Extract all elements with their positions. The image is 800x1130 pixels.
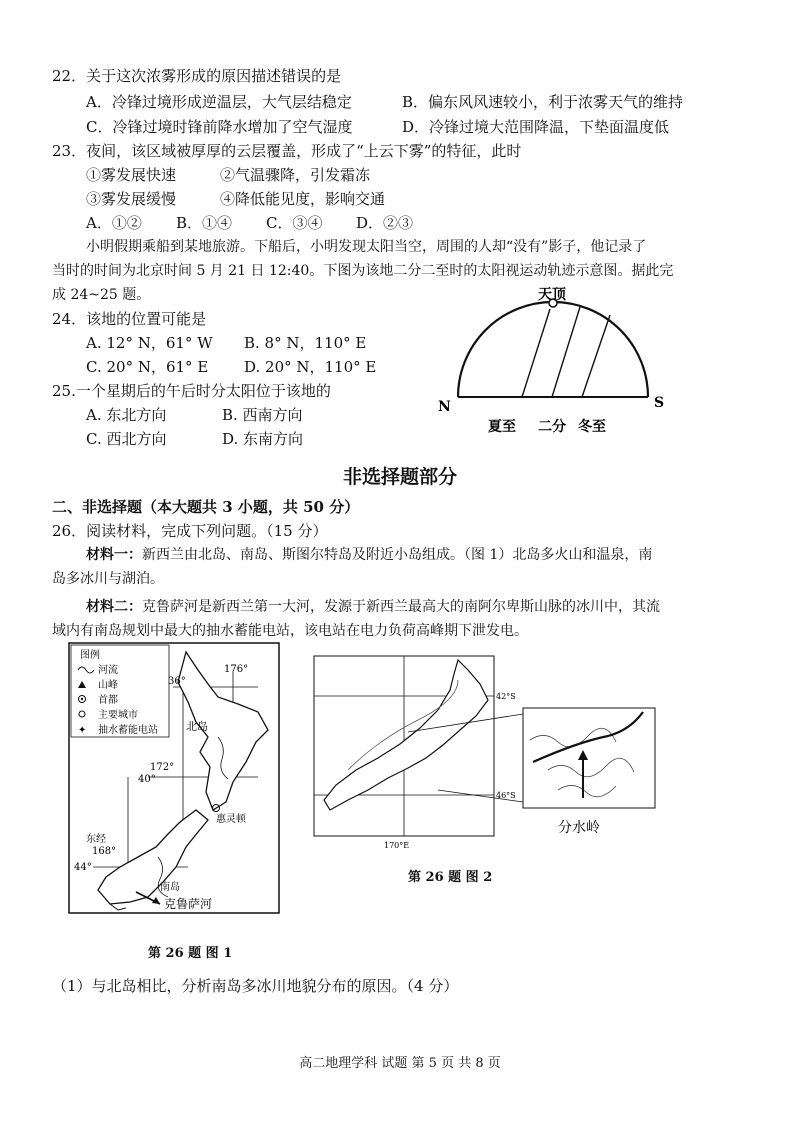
- q26-1-stem: （1）与北岛相比，分析南岛多冰川地貌分布的原因。（4 分）: [52, 977, 459, 995]
- lat-40-label: 40°: [138, 774, 156, 785]
- q24-option-d: D. 20° N，110° E: [244, 358, 377, 376]
- legend-peak: 山峰: [98, 680, 118, 691]
- watershed-label: 分水岭: [558, 820, 600, 836]
- q24-option-c: C. 20° N，61° E: [86, 358, 209, 376]
- summer-label: 夏至: [488, 419, 516, 435]
- lon-170-label: 170°E: [384, 841, 410, 850]
- q25-option-a: A. 东北方向: [86, 406, 167, 424]
- q23-option-b: B．①④: [176, 214, 233, 232]
- lat-46-label: 46°S: [496, 791, 516, 800]
- north-island-label: 北岛: [186, 720, 208, 733]
- q22-stem: 22．关于这次浓雾形成的原因描述错误的是: [52, 67, 342, 85]
- q23-item-2: ②气温骤降，引发霜冻: [220, 166, 371, 184]
- q23-stem: 23．夜间，该区域被厚厚的云层覆盖，形成了“上云下雾”的特征，此时: [52, 142, 522, 160]
- legend-river: 河流: [98, 665, 118, 676]
- lon-176-label: 176°: [224, 664, 249, 675]
- q25-option-d: D. 东南方向: [222, 430, 304, 448]
- q23-option-d: D．②③: [356, 214, 414, 232]
- material-2-line-2: 域内有南岛规划中最大的抽水蓄能电站，该电站在电力负荷高峰期下泄发电。: [52, 623, 528, 639]
- lat-36-label: 36°: [168, 676, 186, 687]
- q23-item-4: ④降低能见度，影响交通: [220, 190, 386, 208]
- q23-item-1: ①雾发展快速: [86, 166, 177, 184]
- equinox-label: 二分: [538, 419, 566, 435]
- power-legend-icon: ✦: [78, 725, 87, 736]
- east-longitude-label: 东经: [86, 834, 106, 845]
- lat-42-label: 42°S: [496, 692, 516, 701]
- material-2-label: 材料二：: [86, 599, 142, 615]
- q25-stem: 25.一个星期后的午后时分太阳位于该地的: [52, 382, 331, 400]
- sun-path-diagram: [430, 285, 670, 445]
- wellington-label: 惠灵顿: [216, 814, 246, 825]
- material-1-text: 新西兰由北岛、南岛、斯图尔特岛及附近小岛组成。（图 1）北岛多火山和温泉，南: [142, 547, 653, 563]
- equinox-path: [552, 307, 580, 397]
- q24-option-b: B. 8° N，110° E: [244, 334, 367, 352]
- q24-option-a: A. 12° N，61° W: [86, 334, 213, 352]
- q22-option-c: C．冷锋过境时锋前降水增加了空气湿度: [86, 118, 353, 136]
- intro-line-2: 当时的时间为北京时间 5 月 21 日 12:40。下图为该地二分二至时的太阳视运动轨迹示意图。据此完: [52, 263, 674, 279]
- material-2-line-1: [86, 597, 660, 617]
- figure-2-map: [308, 650, 660, 850]
- figure-1-map: [68, 642, 280, 914]
- q25-option-c: C. 西北方向: [86, 430, 167, 448]
- figure-2-caption: 第 26 题 图 2: [408, 870, 493, 885]
- material-1-line-1: [86, 545, 652, 565]
- q26-stem: 26．阅读材料，完成下列问题。（15 分）: [52, 522, 328, 540]
- clutha-river-label: 克鲁萨河: [164, 897, 213, 911]
- q22-option-b: B．偏东风风速较小，利于浓雾天气的维持: [402, 93, 684, 111]
- legend-city: 主要城市: [98, 710, 138, 721]
- q23-option-a: A．①②: [86, 214, 142, 232]
- summer-solstice-path: [522, 309, 550, 397]
- legend-title: 图例: [80, 650, 100, 661]
- lat-44-label: 44°: [74, 862, 92, 873]
- intro-line-1: 小明假期乘船到某地旅游。下船后，小明发现太阳当空，周围的人却“没有”影子，他记录了: [86, 239, 647, 255]
- sky-arc: [458, 302, 648, 397]
- zenith-label: 天顶: [538, 287, 566, 303]
- page-footer: 高二地理学科 试题 第 5 页 共 8 页: [299, 1056, 501, 1071]
- capital-legend-dot: [81, 698, 83, 700]
- lon-168-label: 168°: [92, 846, 117, 857]
- material-2-text: 克鲁萨河是新西兰第一大河，发源于新西兰最高大的南阿尔卑斯山脉的冰川中，其流: [142, 599, 660, 615]
- legend-power-station: 抽水蓄能电站: [98, 725, 158, 736]
- q23-option-c: C．③④: [266, 214, 323, 232]
- q22-option-a: A．冷锋过境形成逆温层，大气层结稳定: [86, 93, 352, 111]
- q24-stem: 24．该地的位置可能是: [52, 310, 207, 328]
- section-title: 非选择题部分: [342, 466, 457, 488]
- intro-line-3: 成 24~25 题。: [52, 287, 151, 303]
- winter-label: 冬至: [578, 419, 606, 435]
- north-label: N: [438, 399, 451, 415]
- figure-1-caption: 第 26 题 图 1: [148, 946, 233, 961]
- legend-capital: 首都: [98, 695, 118, 706]
- q25-option-b: B. 西南方向: [222, 406, 303, 424]
- q23-item-3: ③雾发展缓慢: [86, 190, 177, 208]
- south-island-label: 南岛: [160, 882, 180, 893]
- part2-heading: 二、非选择题（本大题共 3 小题，共 50 分）: [52, 498, 360, 516]
- material-1-line-2: 岛多冰川与湖泊。: [52, 571, 164, 587]
- winter-solstice-path: [582, 315, 610, 397]
- lon-172-label: 172°: [150, 762, 175, 773]
- south-label: S: [654, 395, 665, 411]
- q22-option-d: D．冷锋过境大范围降温，下垫面温度低: [402, 118, 670, 136]
- material-1-label: 材料一：: [86, 547, 142, 563]
